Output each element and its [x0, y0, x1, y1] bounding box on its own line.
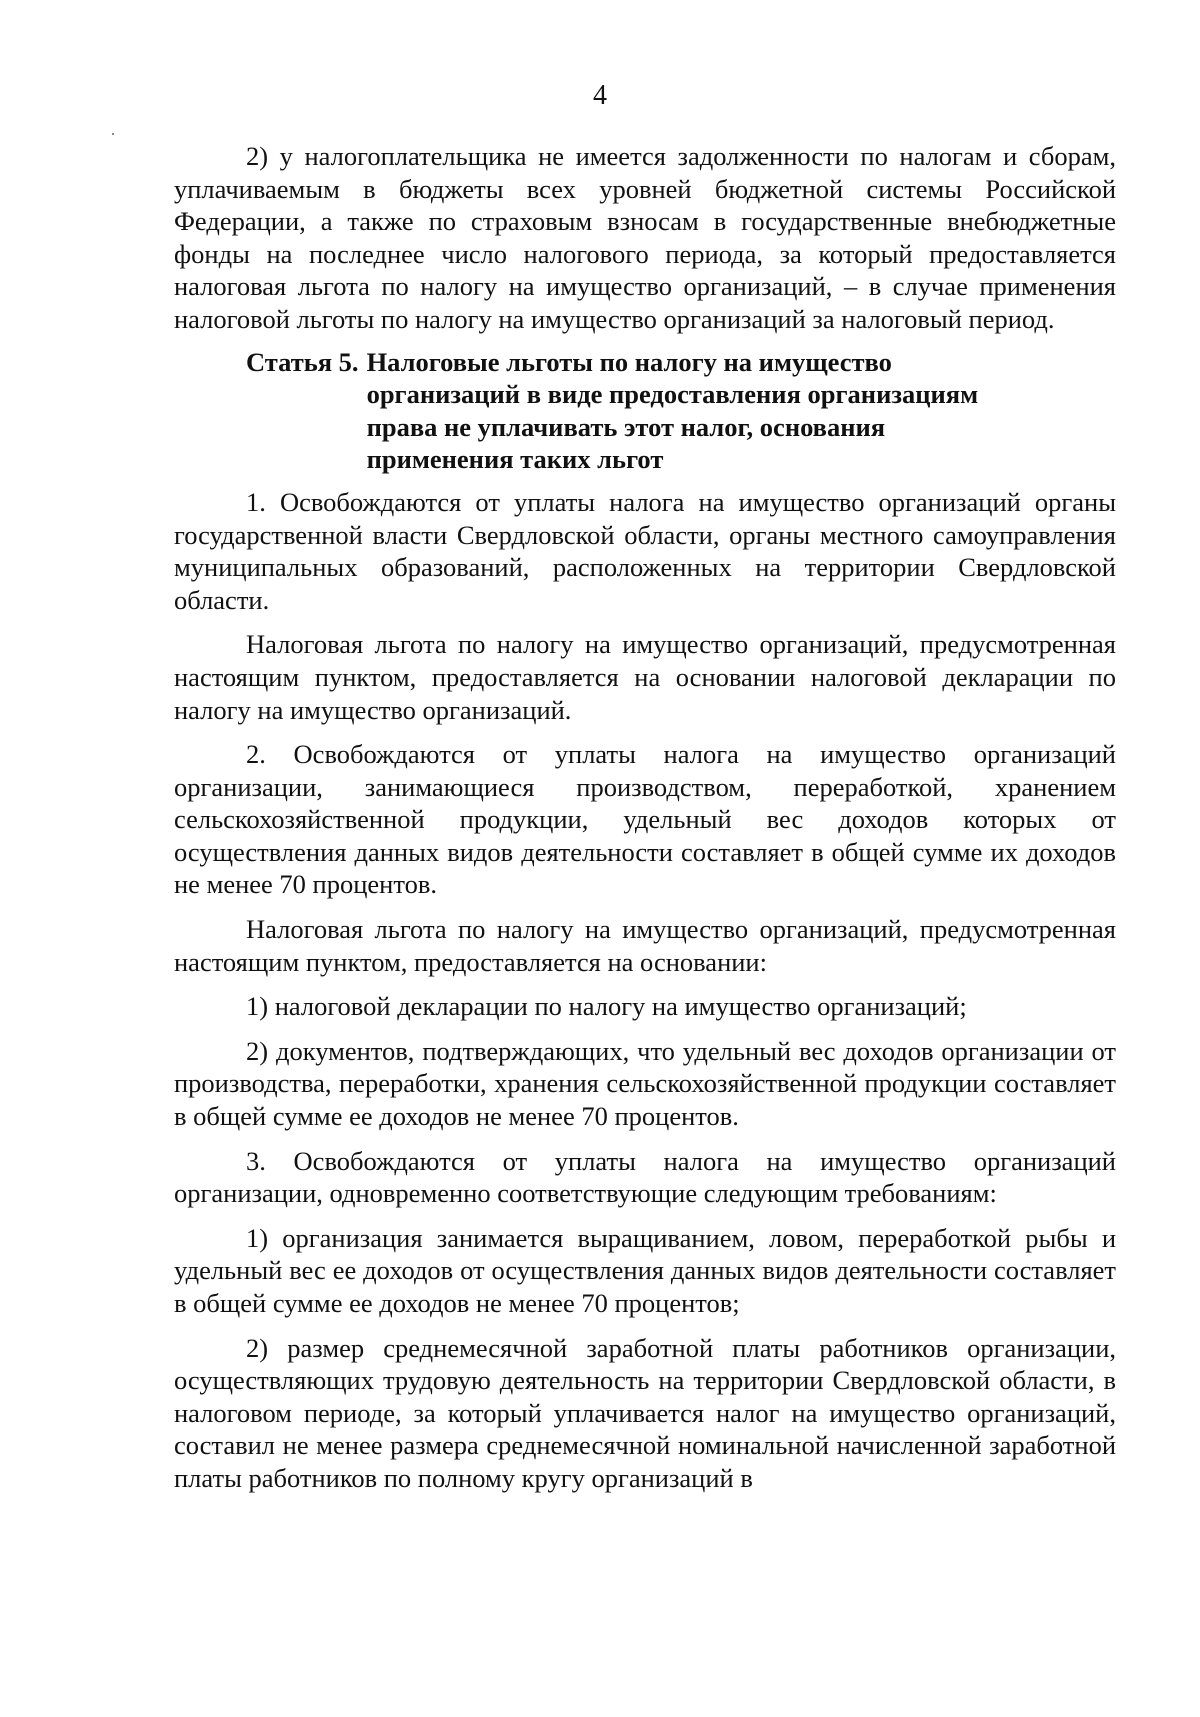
paragraph-item-3: 3. Освобождаются от уплаты налога на имущество организаций организации, одновременно соответствующие следующим требованиям:	[174, 1145, 1116, 1209]
paragraph-item-3-sub-2: 2) размер среднемесячной заработной платы работников организации, осуществляющих трудовую деятельность на территории Свердловской области, в налоговом периоде, за который уплачивается налог на имущество организаций, составил не менее размера среднемесячной номинальной начисленной заработной платы работников по полному кругу организаций в	[174, 1332, 1116, 1493]
paragraph-item-2-sub-2: 2) документов, подтверждающих, что удельный вес доходов организации от производства, переработки, хранения сельскохозяйственной продукции составляет в общей сумме ее доходов не менее 70 процентов.	[174, 1035, 1116, 1132]
scan-artifact-dot	[112, 133, 114, 135]
article-number: Статья 5.	[246, 346, 359, 377]
paragraph-item-1-basis: Налоговая льгота по налогу на имущество организаций, предусмотренная настоящим пунктом, предоставляется на основании налоговой декларации по налогу на имущество организаций.	[174, 629, 1116, 725]
document-body	[174, 140, 1116, 1495]
paragraph-item-2-sub-1: 1) налоговой декларации по налогу на имущество организаций;	[246, 991, 967, 1022]
paragraph-debt-condition: 2) у налогоплательщика не имеется задолженности по налогам и сборам, уплачиваемым в бюджеты всех уровней бюджетной системы Российской Федерации, а также по страховым взносам в государственные внебюджетные фонды на последнее число налогового периода, за который предоставляется налоговая льгота по налогу на имущество организаций, – в случае применения налоговой льготы по налогу на имущество организаций за налоговый период.	[174, 141, 1116, 334]
paragraph-item-2: 2. Освобождаются от уплаты налога на имущество организаций организации, занимающиеся производством, переработкой, хранением сельскохозяйственной продукции, удельный вес доходов которых от осуществления данных видов деятельности составляет в общей сумме их доходов не менее 70 процентов.	[174, 739, 1116, 900]
paragraph-item-2-basis: Налоговая льгота по налогу на имущество организаций, предусмотренная настоящим пунктом, предоставляется на основании:	[174, 914, 1116, 977]
article-title: Налоговые льготы по налогу на имущество организаций в виде предоставления организациям права не уплачивать этот налог, основания применения таких льгот	[366, 346, 979, 475]
page-number: 4	[593, 80, 607, 111]
paragraph-item-3-sub-1: 1) организация занимается выращиванием, ловом, переработкой рыбы и удельный вес ее доходов от осуществления данных видов деятельности составляет в общей сумме ее доходов не менее 70 процентов;	[174, 1222, 1116, 1318]
paragraph-item-1: 1. Освобождаются от уплаты налога на имущество организаций органы государственной власти Свердловской области, органы местного самоуправления муниципальных образований, расположенных на территории Свердловской области.	[174, 486, 1116, 615]
article-heading	[174, 346, 1116, 476]
